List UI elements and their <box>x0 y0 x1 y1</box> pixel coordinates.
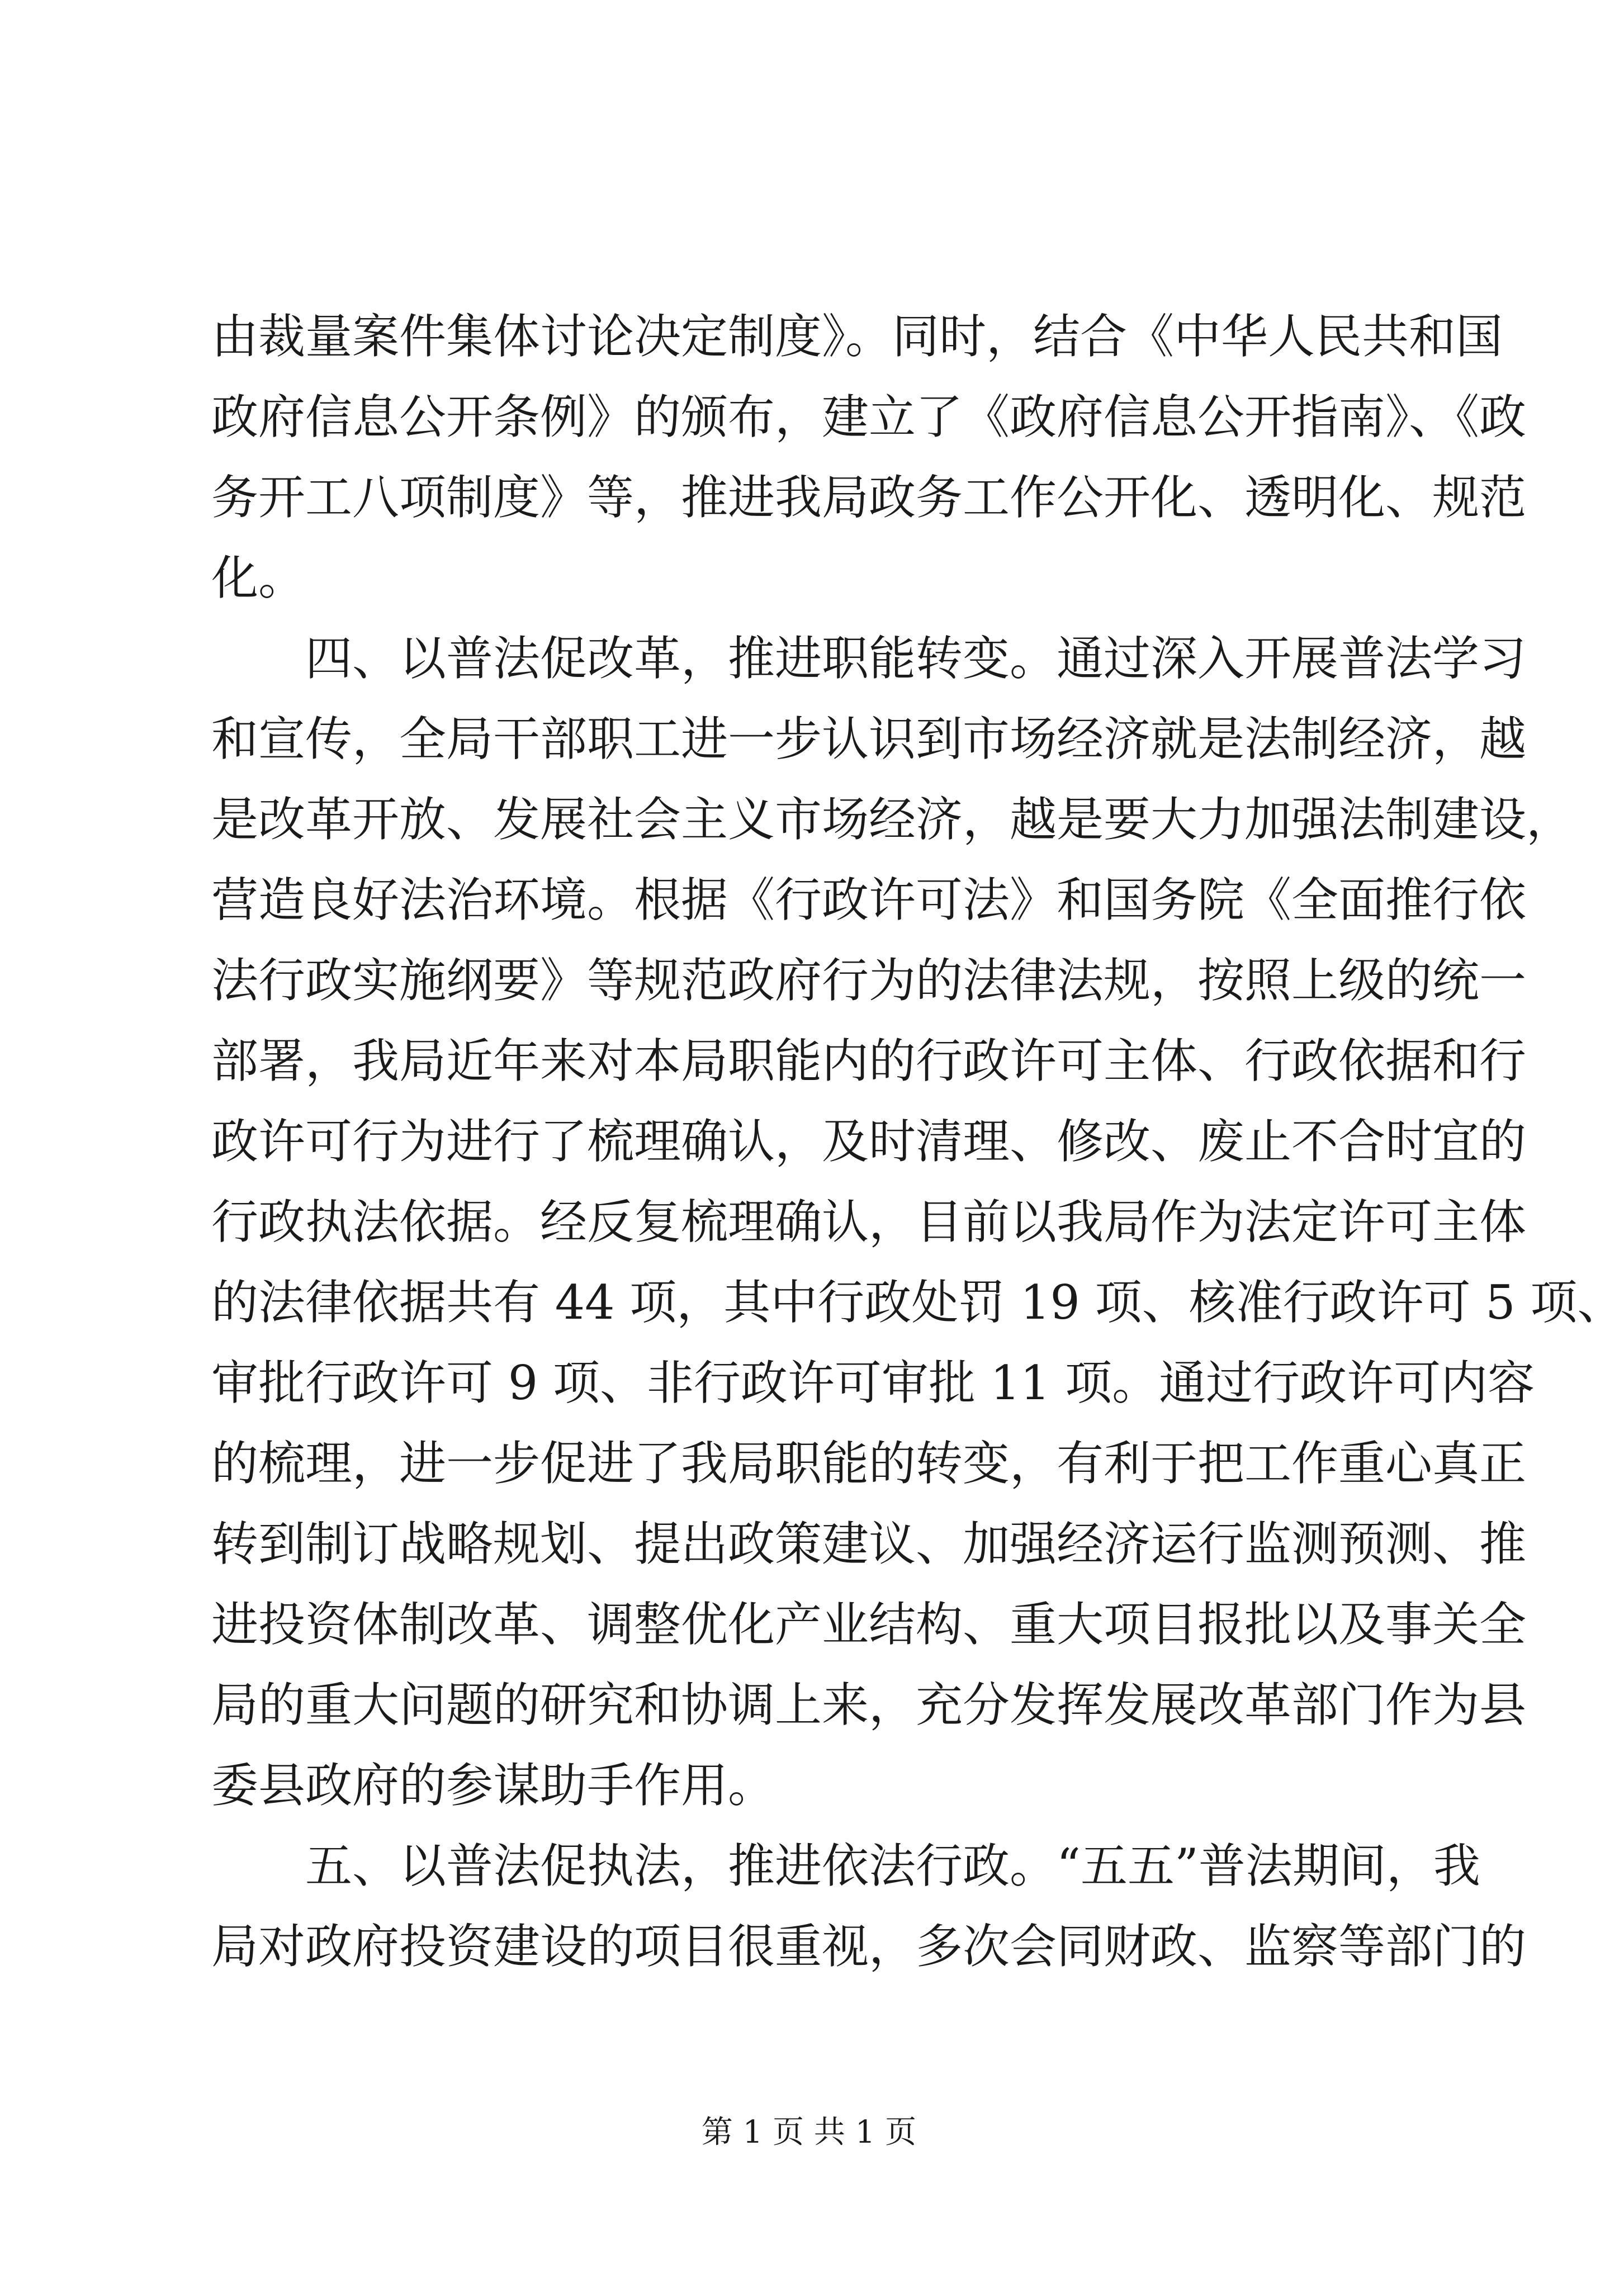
text-line-10: 部署，我局近年来对本局职能内的行政许可主体、行政依据和行 <box>211 1034 1527 1088</box>
text-line-1: 由裁量案件集体讨论决定制度》。同时，结合《中华人民共和国 <box>211 309 1503 364</box>
text-line-12: 行政执法依据。经反复梳理确认，目前以我局作为法定许可主体 <box>211 1195 1527 1249</box>
text-line-8: 营造良好法治环境。根据《行政许可法》和国务院《全面推行依 <box>211 873 1527 927</box>
text-line-11: 政许可行为进行了梳理确认，及时清理、修改、废止不合时宜的 <box>211 1114 1527 1169</box>
text-line-4: 化。 <box>211 551 306 605</box>
text-line-20: 五、以普法促执法，推进依法行政。“五五”普法期间，我 <box>211 1839 1480 1893</box>
text-line-5: 四、以普法促改革，推进职能转变。通过深入开展普法学习 <box>211 631 1527 686</box>
text-line-14: 审批行政许可 9 项、非行政许可审批 11 项。通过行政许可内容 <box>211 1356 1535 1410</box>
text-line-21: 局对政府投资建设的项目很重视，多次会同财政、监察等部门的 <box>211 1919 1527 1974</box>
text-line-7: 是改革开放、发展社会主义市场经济，越是要大力加强法制建设， <box>211 792 1574 847</box>
text-line-6: 和宣传，全局干部职工进一步认识到市场经济就是法制经济，越 <box>211 712 1527 766</box>
text-line-15: 的梳理，进一步促进了我局职能的转变，有利于把工作重心真正 <box>211 1436 1527 1491</box>
text-line-2: 政府信息公开条例》的颁布，建立了《政府信息公开指南》、《政 <box>211 390 1527 444</box>
text-line-18: 局的重大问题的研究和协调上来，充分发挥发展改革部门作为县 <box>211 1678 1527 1732</box>
body-text <box>211 296 1624 1987</box>
text-line-19: 委县政府的参谋助手作用。 <box>211 1758 775 1813</box>
text-line-13: 的法律依据共有 44 项，其中行政处罚 19 项、核准行政许可 5 项、 <box>211 1275 1624 1330</box>
text-line-16: 转到制订战略规划、提出政策建议、加强经济运行监测预测、推 <box>211 1517 1527 1571</box>
text-line-9: 法行政实施纲要》等规范政府行为的法律法规，按照上级的统一 <box>211 953 1527 1008</box>
page-number-label: 第 1 页 共 1 页 <box>701 2114 917 2150</box>
page-footer <box>0 2113 1618 2152</box>
text-line-3: 务开工八项制度》等，推进我局政务工作公开化、透明化、规范 <box>211 470 1527 525</box>
text-line-17: 进投资体制改革、调整优化产业结构、重大项目报批以及事关全 <box>211 1597 1527 1652</box>
